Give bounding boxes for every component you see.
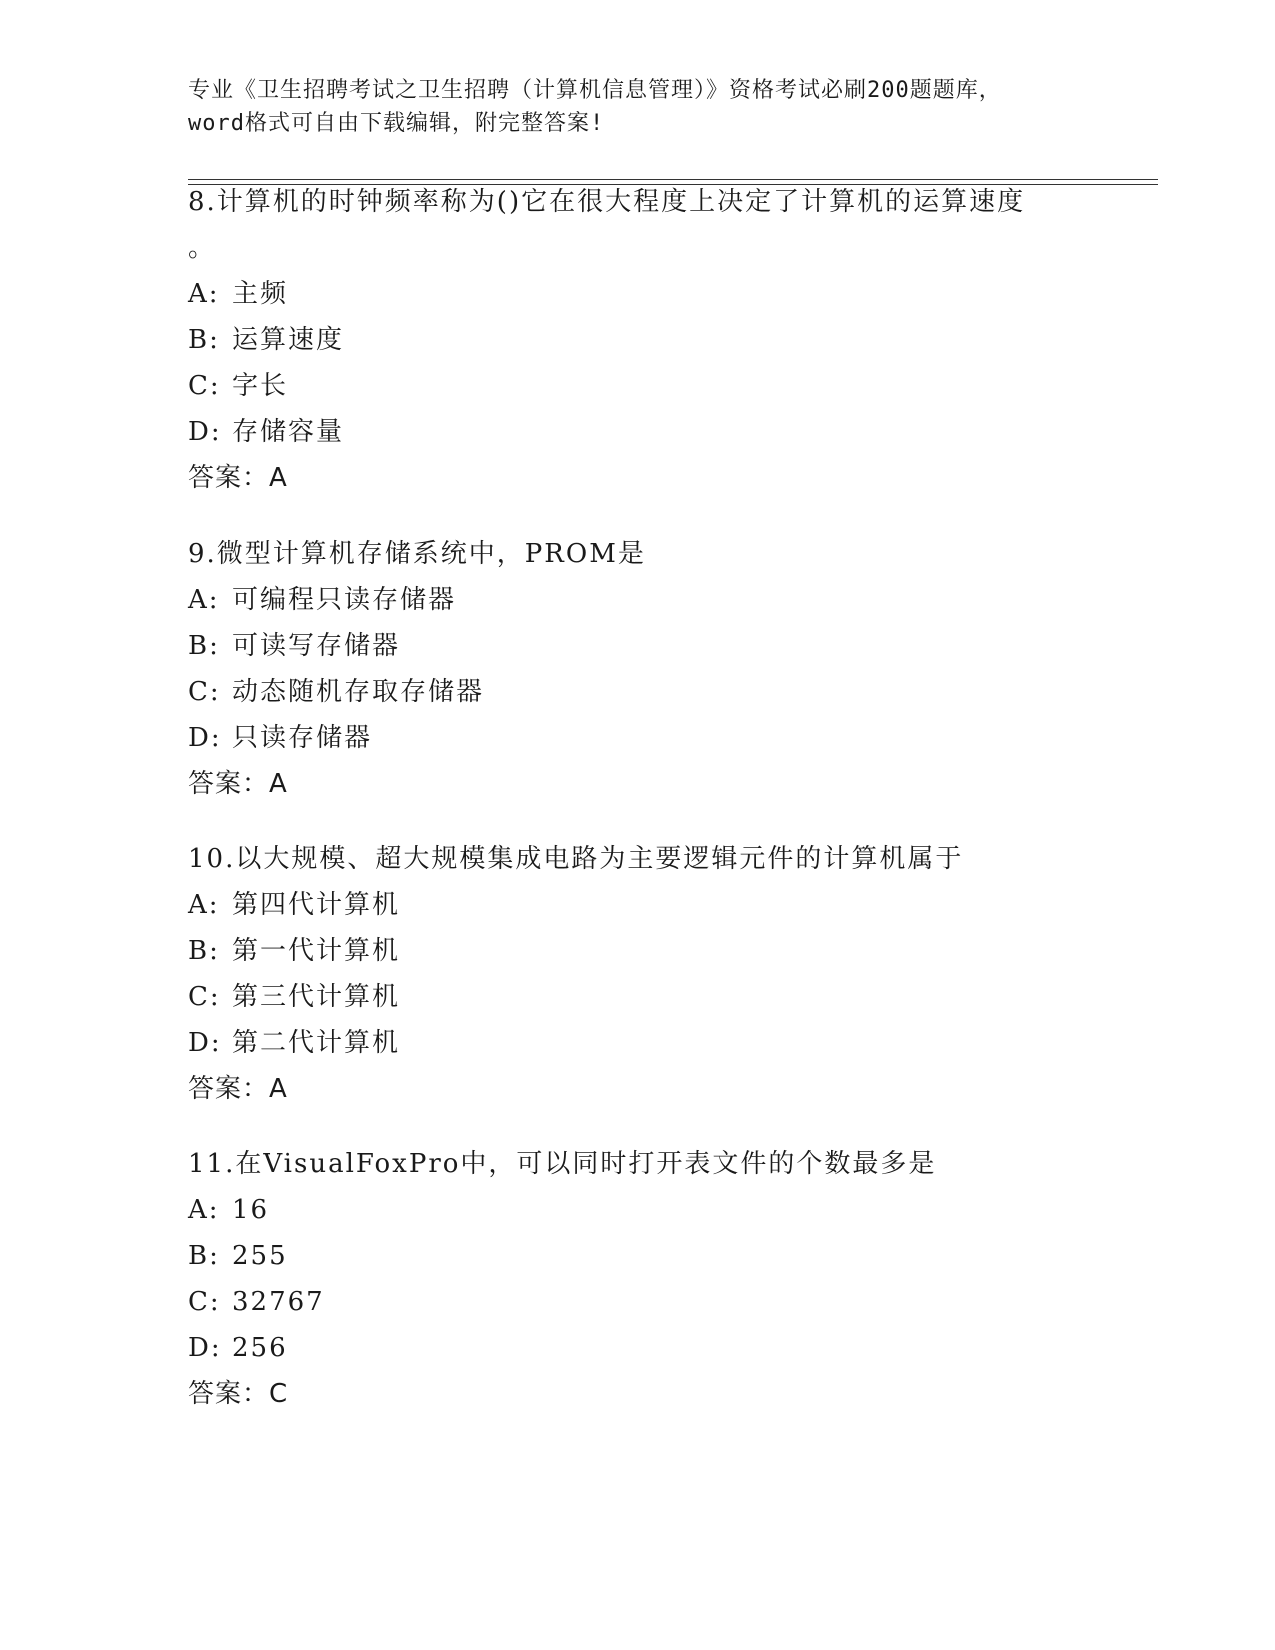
option-c xyxy=(188,363,1128,409)
option-b xyxy=(188,1233,1128,1279)
option-text: 第四代计算机 xyxy=(232,890,401,920)
question-title: 10.以大规模、超大规模集成电路为主要逻辑元件的计算机属于 xyxy=(188,844,964,874)
option-letter: A: xyxy=(188,890,220,920)
option-text: 可读写存储器 xyxy=(232,631,401,661)
option-a xyxy=(188,1187,1128,1233)
option-d xyxy=(188,1020,1128,1066)
option-letter: B: xyxy=(188,936,220,966)
option-text: 字长 xyxy=(232,371,289,401)
header-line-2: word格式可自由下载编辑，附完整答案! xyxy=(188,111,605,136)
option-c xyxy=(188,974,1128,1020)
option-letter: C: xyxy=(188,982,221,1012)
option-text: 动态随机存取存储器 xyxy=(232,677,485,707)
option-text: 255 xyxy=(232,1241,288,1271)
option-letter: C: xyxy=(188,371,221,401)
option-c xyxy=(188,1279,1128,1325)
option-text: 只读存储器 xyxy=(232,723,373,753)
answer-line: 答案：C xyxy=(188,1379,289,1409)
option-text: 主频 xyxy=(232,279,289,309)
answer-line: 答案：A xyxy=(188,1074,288,1104)
option-letter: A: xyxy=(188,279,220,309)
option-c xyxy=(188,669,1128,715)
option-letter: B: xyxy=(188,1241,220,1271)
answer-line: 答案：A xyxy=(188,769,288,799)
option-a xyxy=(188,577,1128,623)
option-text: 第二代计算机 xyxy=(232,1028,401,1058)
option-a xyxy=(188,882,1128,928)
option-letter: C: xyxy=(188,1287,221,1317)
option-text: 32767 xyxy=(232,1287,325,1317)
option-letter: D: xyxy=(188,723,222,753)
option-letter: C: xyxy=(188,677,221,707)
option-text: 可编程只读存储器 xyxy=(232,585,457,615)
option-text: 第一代计算机 xyxy=(232,936,401,966)
option-d xyxy=(188,1325,1128,1371)
option-b xyxy=(188,928,1128,974)
option-letter: D: xyxy=(188,417,222,447)
header-line-1: 专业《卫生招聘考试之卫生招聘（计算机信息管理）》资格考试必刷200题题库， xyxy=(188,78,1002,103)
option-d xyxy=(188,409,1128,455)
question-title: 11.在VisualFoxPro中，可以同时打开表文件的个数最多是 xyxy=(188,1149,937,1179)
question-10 xyxy=(188,837,1128,1112)
question-8 xyxy=(188,180,1128,501)
question-title-tail: 。 xyxy=(188,233,217,263)
option-text: 16 xyxy=(232,1195,270,1225)
option-text: 256 xyxy=(232,1333,288,1363)
question-9 xyxy=(188,532,1128,807)
option-a xyxy=(188,271,1128,317)
option-b xyxy=(188,317,1128,363)
document-header xyxy=(188,74,1088,140)
option-text: 第三代计算机 xyxy=(232,982,401,1012)
option-letter: A: xyxy=(188,585,220,615)
option-letter: B: xyxy=(188,325,220,355)
question-title: 8.计算机的时钟频率称为()它在很大程度上决定了计算机的运算速度 xyxy=(188,187,1026,217)
option-letter: D: xyxy=(188,1333,222,1363)
option-d xyxy=(188,715,1128,761)
question-11 xyxy=(188,1142,1128,1417)
answer-line: 答案：A xyxy=(188,463,288,493)
option-letter: A: xyxy=(188,1195,220,1225)
option-letter: B: xyxy=(188,631,220,661)
option-b xyxy=(188,623,1128,669)
option-letter: D: xyxy=(188,1028,222,1058)
question-title: 9.微型计算机存储系统中，PROM是 xyxy=(188,539,646,569)
option-text: 存储容量 xyxy=(232,417,345,447)
option-text: 运算速度 xyxy=(232,325,345,355)
